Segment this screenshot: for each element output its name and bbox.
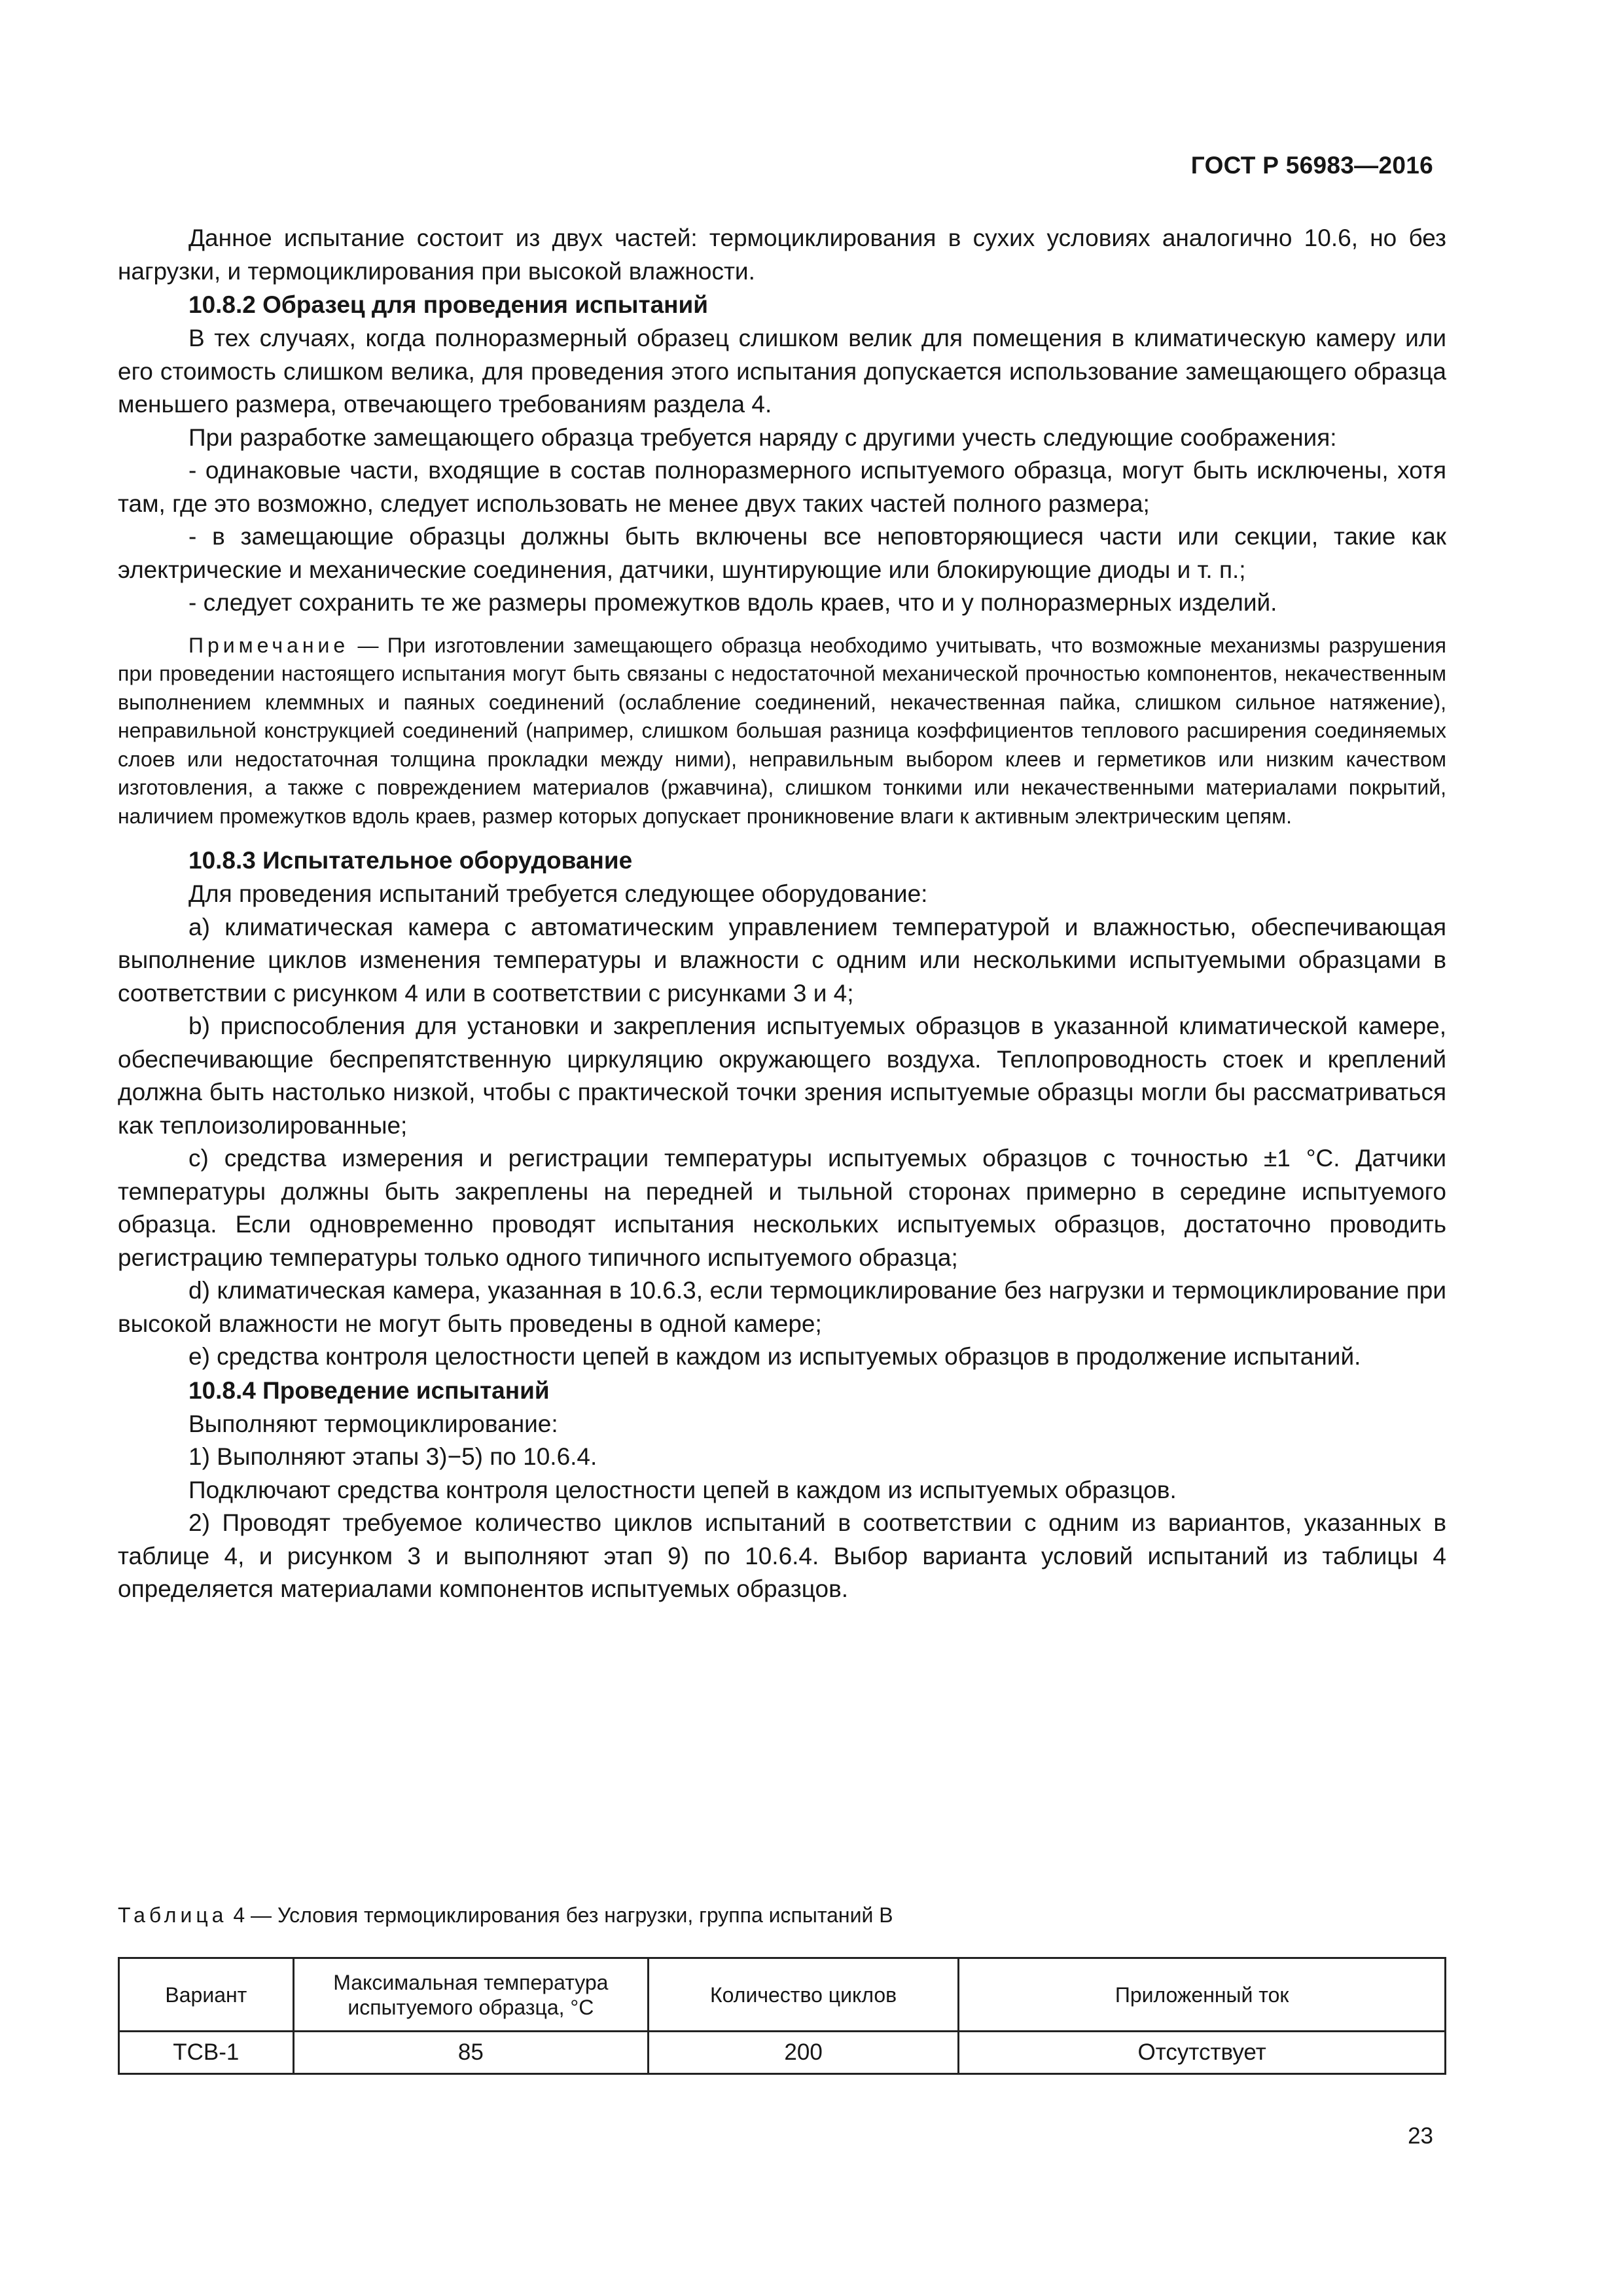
list-item: - следует сохранить те же размеры промежутков вдоль краев, что и у полноразмерных изделий. — [188, 589, 1277, 616]
paragraph: В тех случаях, когда полноразмерный образец слишком велик для помещения в климатическую камеру или его стоимость слишком велика, для проведения этого испытания допускается использование замещающего образца меньшего размера, отвечающего требованиям раздела 4. — [118, 325, 1446, 418]
table-caption-text: 4 — Условия термоциклирования без нагрузки, группа испытаний В — [227, 1903, 893, 1927]
section-heading-10-8-2: 10.8.2 Образец для проведения испытаний — [188, 291, 709, 318]
list-item: b) приспособления для установки и закрепления испытуемых образцов в указанной климатической камере, обеспечивающие беспрепятственную циркуляцию окружающего воздуха. Теплопроводность стоек и креплений должна быть настолько низкой, чтобы с практической точки зрения испытуемые образцы могли бы рассматриваться как теплоизолированные; — [118, 1013, 1446, 1139]
table-caption-label: Таблица — [118, 1903, 228, 1927]
intro-paragraph: Данное испытание состоит из двух частей: термоциклирования в сухих условиях аналогично 10.6, но без нагрузки, и термоциклирования при высокой влажности. — [118, 224, 1446, 285]
page-number: 23 — [1408, 2123, 1433, 2149]
column-header: Вариант — [119, 1958, 294, 2032]
table-row — [119, 2032, 1446, 2074]
table-caption — [118, 1903, 893, 1928]
table-header-row — [119, 1958, 1446, 2032]
section-heading-10-8-3: 10.8.3 Испытательное оборудование — [188, 847, 633, 874]
list-item: d) климатическая камера, указанная в 10.6.3, если термоциклирование без нагрузки и термоциклирование при высокой влажности не могут быть проведены в одной камере; — [118, 1277, 1446, 1337]
table-cell: 85 — [293, 2032, 648, 2074]
paragraph: Для проведения испытаний требуется следующее оборудование: — [188, 880, 928, 907]
column-header: Количество циклов — [648, 1958, 958, 2032]
paragraph: Выполняют термоциклирование: — [188, 1410, 558, 1437]
list-item: - в замещающие образцы должны быть включены все неповторяющиеся части или секции, такие как электрические и механические соединения, датчики, шунтирующие или блокирующие диоды и т. п.; — [118, 523, 1446, 583]
list-item: 1) Выполняют этапы 3)−5) по 10.6.4. — [188, 1443, 597, 1470]
paragraph: Подключают средства контроля целостности цепей в каждом из испытуемых образцов. — [188, 1476, 1177, 1503]
document-body — [118, 222, 1446, 1606]
note-text: — При изготовлении замещающего образца необходимо учитывать, что возможные механизмы разрушения при проведении настоящего испытания могут быть связаны с недостаточной механической прочностью компонентов, некачественным выполнением клеммных и паяных соединений (ослабление соединений, некачественная пайка, слишком сильное натяжение), неправильной конструкцией соединений (например, слишком большая разница коэффициентов теплового расширения соединяемых слоев или недостаточная толщина прокладки между ними), неправильным выбором клеев и герметиков или низким качеством изготовления, а также с повреждением материалов (ржавчина), слишком тонкими или некачественными материалами покрытий, наличием промежутков вдоль краев, размер которых допускает проникновение влаги к активным электрическим цепям. — [118, 633, 1446, 828]
standard-code: ГОСТ Р 56983—2016 — [1190, 152, 1433, 179]
note-label: Примечание — [188, 633, 349, 657]
list-item: e) средства контроля целостности цепей в каждом из испытуемых образцов в продолжение испытаний. — [188, 1343, 1361, 1370]
paragraph: При разработке замещающего образца требуется наряду с другими учесть следующие соображения: — [188, 423, 1337, 451]
column-header: Максимальная температура испытуемого образца, °С — [293, 1958, 648, 2032]
list-item: - одинаковые части, входящие в состав полноразмерного испытуемого образца, могут быть исключены, хотя там, где это возможно, следует использовать не менее двух таких частей полного размера; — [118, 457, 1446, 517]
note — [118, 632, 1446, 831]
table-cell: ТСВ-1 — [119, 2032, 294, 2074]
section-heading-10-8-4: 10.8.4 Проведение испытаний — [188, 1376, 550, 1404]
table-cell: 200 — [648, 2032, 958, 2074]
column-header: Приложенный ток — [959, 1958, 1446, 2032]
list-item: 2) Проводят требуемое количество циклов испытаний в соответствии с одним из вариантов, указанных в таблице 4, и рисунком 3 и выполняют этап 9) по 10.6.4. Выбор варианта условий испытаний из таблицы 4 определяется материалами компонентов испытуемых образцов. — [118, 1509, 1446, 1602]
list-item: a) климатическая камера с автоматическим управлением температурой и влажностью, обеспечивающая выполнение циклов изменения температуры и влажности с одним или несколькими испытуемыми образцами в соответствии с рисунком 4 или в соответствии с рисунками 3 и 4; — [118, 913, 1446, 1007]
table-4 — [118, 1957, 1446, 2075]
table-cell: Отсутствует — [959, 2032, 1446, 2074]
list-item: c) средства измерения и регистрации температуры испытуемых образцов с точностью ±1 °С. Датчики температуры должны быть закреплены на передней и тыльной сторонах примерно в середине испытуемого образца. Если одновременно проводят испытания нескольких испытуемых образцов, достаточно проводить регистрацию температуры только одного типичного испытуемого образца; — [118, 1145, 1446, 1271]
